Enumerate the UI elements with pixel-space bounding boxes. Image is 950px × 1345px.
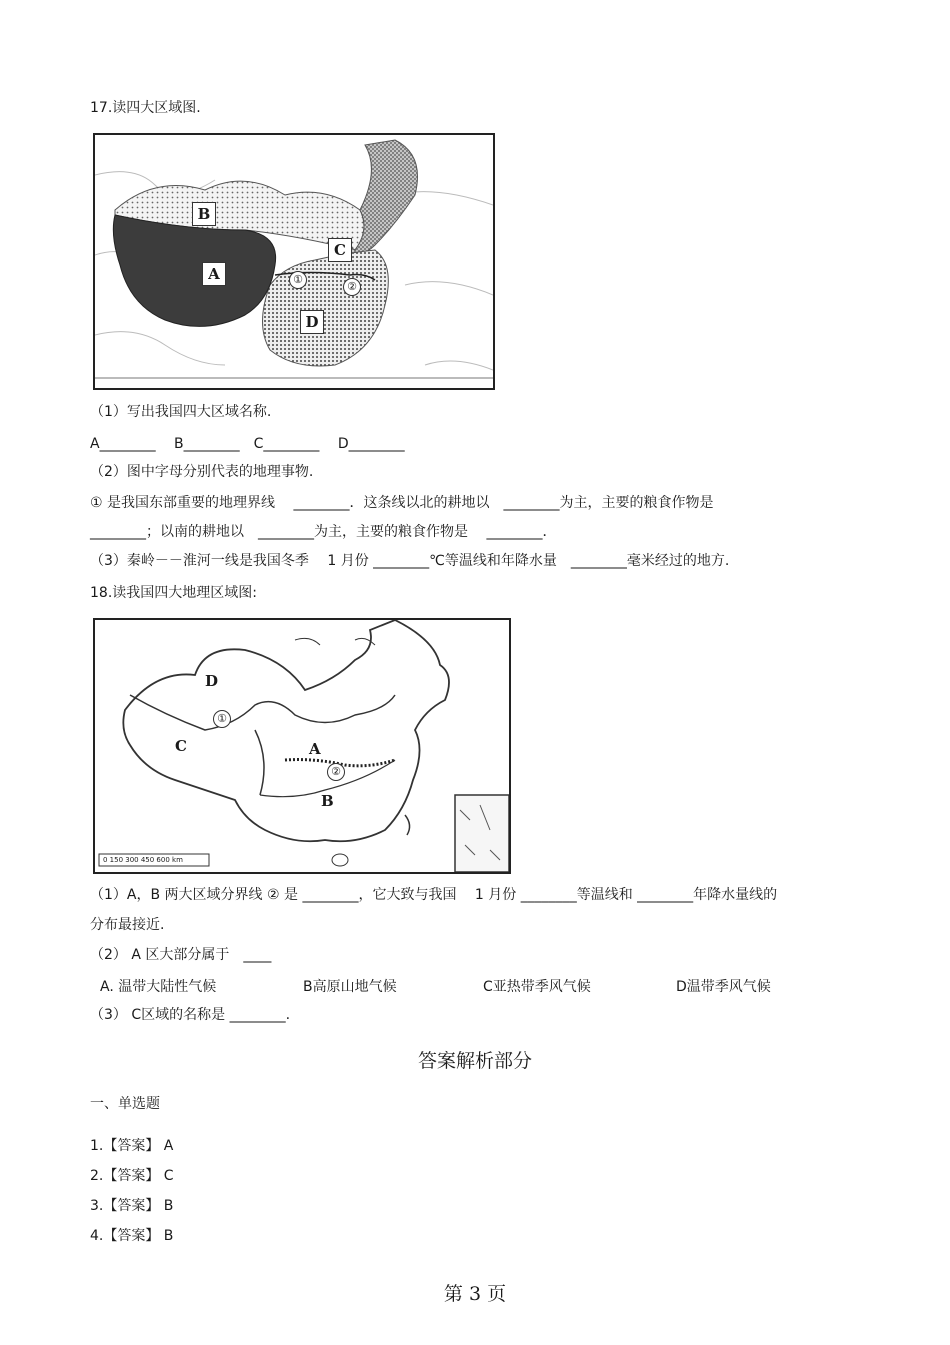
answer-heading: 答案解析部分 — [417, 1050, 532, 1072]
q18-title: 18.读我国四大地理区域图: — [90, 585, 257, 601]
q18-option-b: B高原山地气候 — [303, 979, 397, 995]
q18-option-d: D温带季风气候 — [676, 979, 771, 995]
q17-label-b: B — [192, 202, 216, 226]
q18-label-circle2: ② — [327, 763, 345, 781]
q18-part3: （3） C区域的名称是 ________. — [90, 1007, 291, 1023]
q17-title: 17.读四大区域图. — [90, 100, 201, 116]
q17-part1-blanks: A________ B________ C________ D________ — [90, 436, 405, 452]
q17-part1: （1）写出我国四大区域名称. — [90, 404, 272, 420]
q18-region-map — [93, 618, 511, 874]
answer-item-3: 3.【答案】 B — [90, 1198, 174, 1214]
q18-option-c: C亚热带季风气候 — [483, 979, 591, 995]
q18-label-circle1: ① — [213, 710, 231, 728]
answer-item-1: 1.【答案】 A — [90, 1138, 174, 1154]
q17-map-graphic — [95, 135, 493, 388]
answer-section-title: 一、单选题 — [90, 1096, 160, 1112]
q18-part1-line1: （1）A，B 两大区域分界线 ② 是 ________，它大致与我国 1 月份 ________等温线和 ________年降水量线的 — [90, 887, 778, 903]
q17-label-c: C — [328, 238, 352, 262]
q18-label-d: D — [205, 672, 219, 690]
q17-label-circle1: ① — [289, 271, 307, 289]
page-footer: 第 3 页 — [443, 1283, 507, 1305]
answer-item-2: 2.【答案】 C — [90, 1168, 174, 1184]
q17-part2-line1: ① 是我国东部重要的地理界线 ________．这条线以北的耕地以 ________为主，主要的粮食作物是 — [90, 495, 714, 511]
q17-label-d: D — [300, 310, 324, 334]
q18-part2: （2） A 区大部分属于 ____ — [90, 947, 272, 963]
q17-part3: （3）秦岭－－淮河一线是我国冬季 1 月份 ________℃等温线和年降水量 ________毫米经过的地方. — [90, 553, 730, 569]
q18-label-c: C — [175, 737, 187, 755]
q17-part2-line2: ________；以南的耕地以 ________为主，主要的粮食作物是 ________． — [90, 524, 557, 540]
q17-region-map — [93, 133, 495, 390]
q17-label-circle2: ② — [343, 278, 361, 296]
q18-label-b: B — [321, 792, 334, 810]
q18-part1-line2: 分布最接近. — [90, 917, 165, 933]
q17-label-a: A — [202, 262, 226, 286]
q18-option-a: A. 温带大陆性气候 — [100, 979, 217, 995]
q18-scale-label: 0 150 300 450 600 km — [103, 856, 183, 864]
answer-item-4: 4.【答案】 B — [90, 1228, 174, 1244]
q18-map-graphic — [95, 620, 509, 872]
q18-label-a: A — [309, 740, 321, 758]
q17-part2: （2）图中字母分别代表的地理事物. — [90, 464, 314, 480]
